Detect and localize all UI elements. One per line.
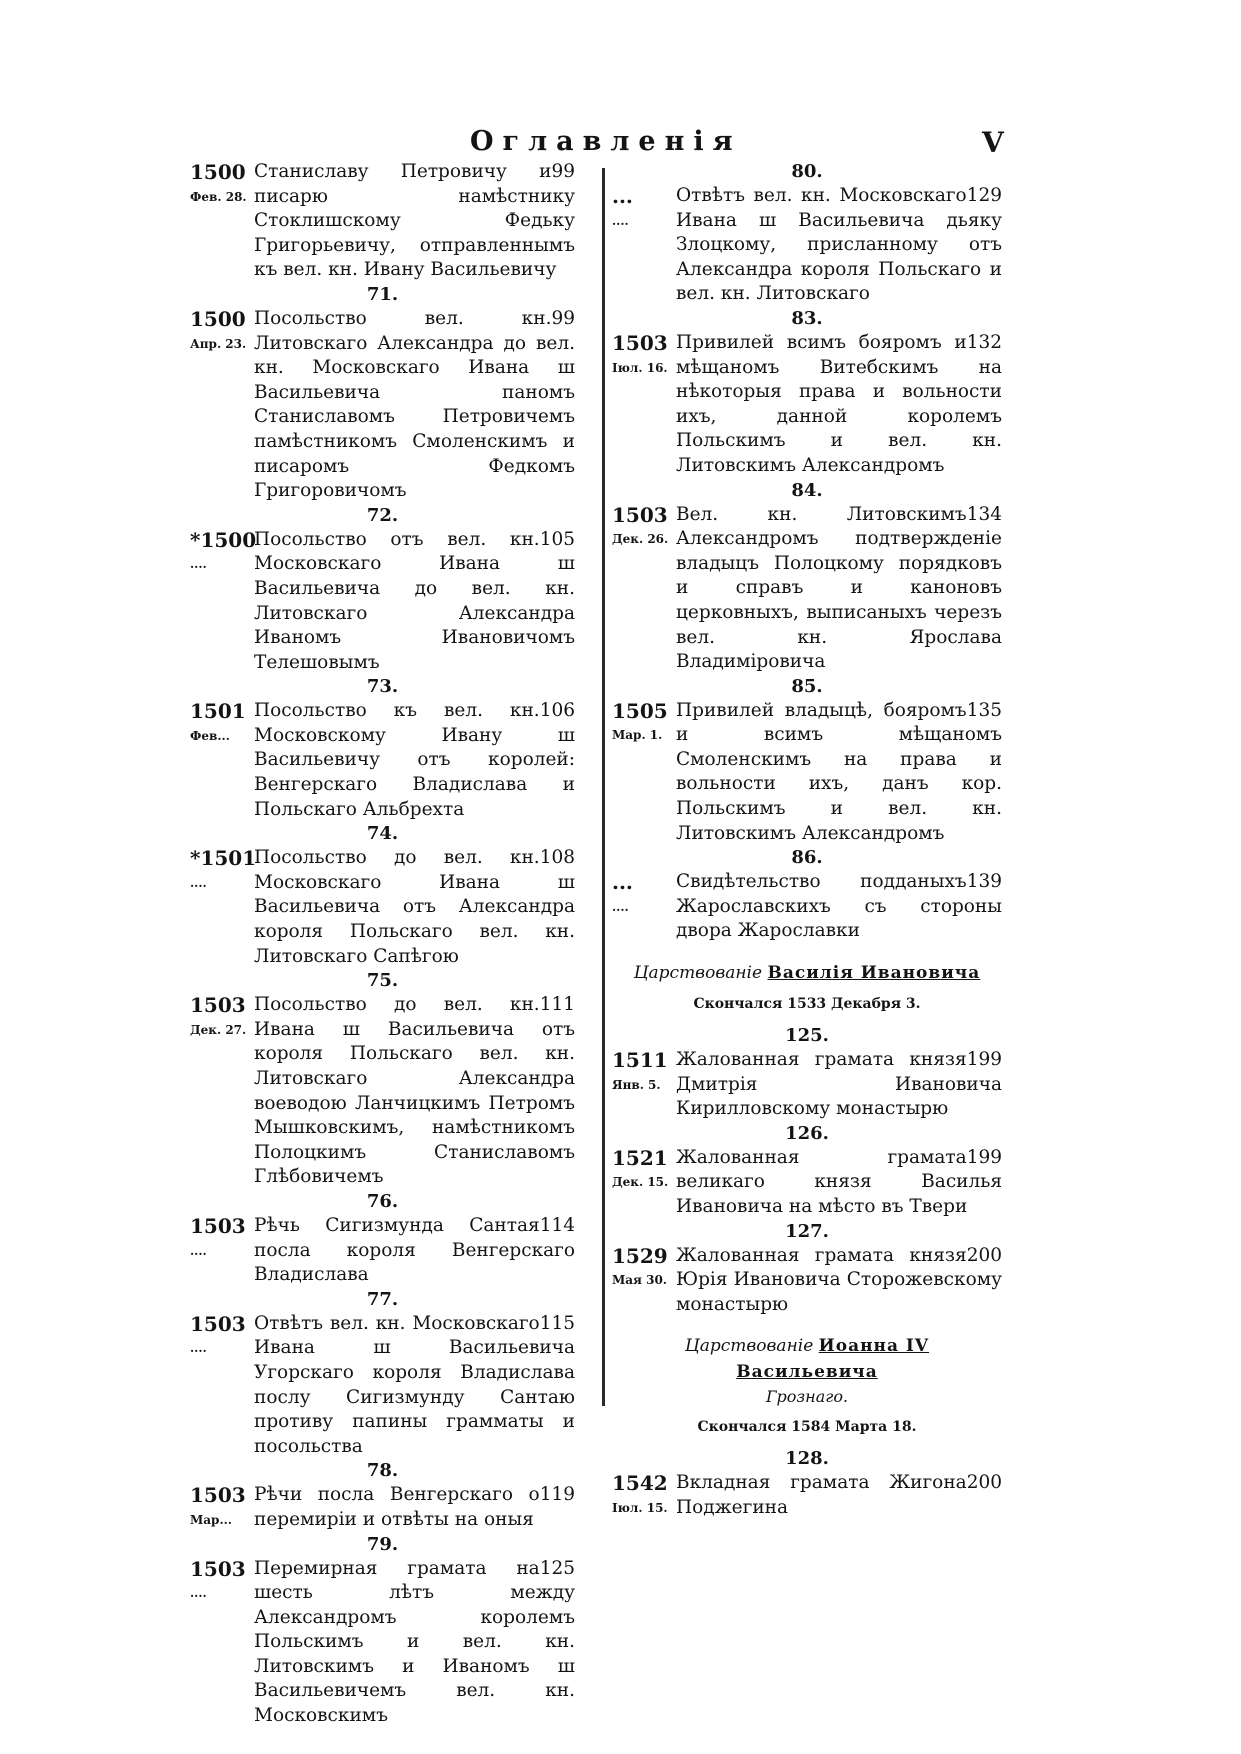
entry-day: Iюл. 15. (612, 1500, 668, 1515)
entry-day: Мар... (190, 1512, 232, 1527)
entry-date (190, 1557, 254, 1729)
entry-date (190, 160, 254, 283)
entry-description (254, 699, 575, 822)
reign-ruler-name: Иоанна IV Васильевича (736, 1336, 930, 1383)
entry-day: Дек. 26. (612, 532, 669, 547)
toc-entry (190, 1557, 575, 1729)
entry-title: Посольство отъ вел. кн. Московскаго Ивана ш Васильевича до вел. кн. Литовскаго Александра Иваномъ Ивановичомъ Телешовымъ (254, 528, 575, 673)
entry-page-number: 105 (539, 528, 575, 550)
entry-description (254, 1214, 575, 1288)
entry-year: *1501 (190, 846, 257, 871)
entry-day: .... (612, 213, 629, 228)
entry-day: Апр. 23. (190, 336, 247, 351)
entry-date (190, 699, 254, 822)
entry-year: ... (612, 184, 633, 208)
entry-day: Дек. 27. (190, 1022, 247, 1037)
entry-date (190, 307, 254, 504)
entry-date (612, 1471, 676, 1520)
entry-year: 1503 (190, 1311, 246, 1336)
entry-title: Жалованная грамата великаго князя Василья Ивановича на мѣсто въ Твери (676, 1146, 1002, 1217)
entry-title: Посольство до вел. кн. Ивана ш Васильевича отъ короля Польскаго вел. кн. Литовскаго Александра воеводою Ланчицкимъ Петромъ Мышковскимъ, намѣстникомъ Полоцкимъ Станиславомъ Глѣбовичемъ (254, 994, 575, 1188)
toc-entry (190, 1483, 575, 1532)
entry-page-number: 134 (966, 503, 1002, 525)
entry-date (612, 184, 676, 307)
entry-page-number: 139 (966, 871, 1002, 893)
entry-date (612, 870, 676, 944)
entry-description (254, 307, 575, 504)
entry-page-number: 115 (539, 1312, 575, 1334)
entry-description (676, 1471, 1002, 1520)
entry-number: 127. (785, 1220, 829, 1242)
entry-description (254, 846, 575, 969)
entry-number: 128. (785, 1448, 829, 1470)
entry-title: Посольство вел. кн. Литовскаго Александра до вел. кн. Московскаго Ивана ш Васильевича паномъ Станиславомъ Петровичемъ памѣстникомъ Смоленскимъ и писаромъ Федкомъ Григоровичомъ (254, 307, 575, 502)
reign-heading-vasily (612, 960, 1002, 1016)
entry-page-number: 200 (966, 1472, 1002, 1494)
entry-title: Рѣчи посла Венгерскаго о перемирiи и отвѣты на оныя (254, 1484, 540, 1530)
entry-date (190, 993, 254, 1190)
entry-number: 80. (791, 161, 823, 182)
reign-heading-ioann (612, 1333, 1002, 1439)
entry-number: 71. (366, 283, 399, 305)
toc-entry (612, 1244, 1002, 1318)
entry-day: Мая 30. (612, 1273, 667, 1288)
toc-entry (612, 503, 1002, 675)
toc-entry (612, 699, 1002, 847)
entry-day: .... (190, 1243, 207, 1258)
entry-number: 74. (366, 823, 399, 845)
entry-page-number: 108 (539, 847, 575, 869)
entry-title: Перемирная грамата на шесть лѣтъ между Александромъ королемъ Польскимъ и вел. кн. Литовскимъ и Иваномъ ш Васильевичемъ вел. кн. Московскимъ (254, 1557, 575, 1727)
entry-number: 84. (791, 479, 823, 501)
entry-page-number: 132 (966, 331, 1002, 353)
entry-day: Фев. 28. (190, 189, 247, 204)
entry-year: 1503 (190, 1213, 246, 1238)
entry-year: 1503 (612, 330, 668, 355)
entry-date (190, 527, 257, 676)
entry-year: 1529 (612, 1243, 668, 1268)
entry-page-number: 129 (966, 185, 1002, 206)
entry-number: 76. (366, 1190, 399, 1212)
entry-number: 126. (785, 1122, 829, 1144)
entry-page-number: 200 (966, 1244, 1002, 1266)
toc-entry (190, 528, 575, 676)
toc-entry (190, 160, 575, 283)
toc-right-column (612, 160, 1002, 1521)
entry-year: 1503 (612, 502, 668, 527)
toc-entry (190, 846, 575, 969)
entry-year: 1503 (190, 1556, 246, 1581)
entry-number: 85. (791, 675, 823, 697)
entry-number: 72. (366, 504, 399, 526)
entry-day: Мар. 1. (612, 728, 663, 743)
page-number: V (982, 126, 1004, 159)
entry-page-number: 199 (966, 1049, 1002, 1071)
entry-date (612, 1244, 676, 1318)
entry-year: *1500 (190, 527, 257, 552)
entry-description (676, 870, 1002, 944)
entry-date (190, 1483, 254, 1532)
entry-day: .... (190, 1586, 207, 1601)
entry-day: .... (190, 875, 207, 890)
column-divider (602, 168, 605, 1406)
entry-page-number: 125 (539, 1557, 575, 1579)
reign-prefix: Царствованiе (633, 963, 763, 984)
entry-page-number: 99 (551, 307, 575, 329)
entry-description (676, 503, 1002, 675)
entry-year: 1521 (612, 1145, 668, 1170)
toc-left-column (190, 160, 575, 1729)
toc-entry (190, 307, 575, 504)
entry-year: 1503 (190, 993, 246, 1018)
entry-year: ... (612, 870, 633, 895)
entry-description (254, 1312, 575, 1460)
toc-entry (190, 699, 575, 822)
entry-day: Фев... (190, 728, 230, 743)
entry-number: 77. (366, 1288, 399, 1310)
entry-title: Свидѣтельство подданыхъ Жарославскихъ съ стороны двора Жарославки (676, 871, 1002, 942)
toc-entry (612, 1048, 1002, 1122)
entry-title: Отвѣтъ вел. кн. Московскаго Ивана ш Васильевича дьяку Злоцкому, присланному отъ Александра короля Польскаго и вел. кн. Литовскаго (676, 185, 1002, 305)
entry-description (676, 184, 1002, 307)
entry-year: 1500 (190, 306, 246, 331)
entry-day: .... (612, 899, 629, 914)
entry-title: Привилей всимъ бояромъ и мѣщаномъ Витебскимъ на нѣкоторыя права и вольности ихъ, данной королемъ Польскимъ и вел. кн. Литовскимъ Александромъ (676, 331, 1002, 476)
entry-description (254, 1483, 575, 1532)
entry-date (612, 331, 676, 479)
entry-description (676, 331, 1002, 479)
entry-number: 83. (791, 307, 823, 329)
entry-number: 78. (366, 1460, 399, 1482)
entry-year: 1500 (190, 160, 246, 184)
entry-number: 86. (791, 847, 823, 869)
entry-date (190, 846, 257, 969)
running-title: Оглавленiя (470, 126, 742, 157)
entry-page-number: 135 (966, 699, 1002, 721)
entry-title: Отвѣтъ вел. кн. Московскаго Ивана ш Васильевича Угорскаго короля Владислава послу Сигизмунду Сантаю противу папины грамматы и посольства (254, 1312, 575, 1457)
toc-group-after (612, 1447, 1002, 1520)
entry-number: 79. (366, 1533, 399, 1555)
reign-epithet: Грознаго. (765, 1387, 849, 1407)
entry-description (254, 993, 575, 1190)
entry-page-number: 106 (539, 700, 575, 722)
entry-year: 1501 (190, 699, 246, 724)
entry-date (190, 1312, 254, 1460)
toc-entry (612, 1146, 1002, 1220)
entry-page-number: 119 (539, 1484, 575, 1506)
entry-title: Вкладная грамата Жигона Поджегина (676, 1472, 967, 1518)
toc-entry (190, 1214, 575, 1288)
entry-title: Жалованная грамата князя Дмитрiя Ивановича Кирилловскому монастырю (676, 1049, 1002, 1120)
entry-description (676, 699, 1002, 847)
entry-description (676, 1048, 1002, 1122)
entry-title: Посольство къ вел. кн. Московскому Ивану ш Васильевичу отъ королей: Венгерскаго Владислава и Польскаго Альбрехта (254, 700, 575, 820)
entry-date (190, 1214, 254, 1288)
entry-number: 125. (785, 1025, 829, 1047)
entry-title: Вел. кн. Литовскимъ Александромъ подтвержденiе владыцъ Полоцкому порядковъ и справъ и каноновъ церковныхъ, выписаныхъ черезъ вел. кн. Ярослава Владимiровича (676, 503, 1002, 673)
toc-entry (612, 184, 1002, 307)
entry-page-number: 99 (551, 161, 575, 182)
entry-page-number: 111 (539, 994, 575, 1016)
toc-group-middle (612, 1024, 1002, 1317)
entry-date (612, 1146, 676, 1220)
entry-day: Дек. 15. (612, 1175, 669, 1190)
toc-entry (190, 1312, 575, 1460)
reign-ruler-name: Василiя Ивановича (767, 963, 981, 984)
entry-year: 1511 (612, 1048, 668, 1073)
entry-number: 75. (366, 970, 399, 992)
toc-entry (612, 331, 1002, 479)
entry-title: Рѣчь Сигизмунда Сантая посла короля Венгерскаго Владислава (254, 1214, 575, 1286)
entry-page-number: 199 (966, 1146, 1002, 1168)
entry-day: .... (190, 557, 207, 572)
entry-description (676, 1146, 1002, 1220)
entry-description (254, 160, 575, 283)
entry-description (676, 1244, 1002, 1318)
toc-entry (612, 870, 1002, 944)
toc-entry (612, 1471, 1002, 1520)
toc-entry (190, 993, 575, 1190)
reign-prefix: Царствованiе (684, 1336, 814, 1357)
entry-year: 1542 (612, 1471, 668, 1496)
entry-description (254, 1557, 575, 1729)
entry-year: 1503 (190, 1483, 246, 1508)
entry-year: 1505 (612, 698, 668, 723)
entry-title: Привилей владыцѣ, бояромъ и всимъ мѣщаномъ Смоленскимъ на права и вольности ихъ, данъ кор. Польскимъ и вел. кн. Литовскимъ Александромъ (676, 699, 1002, 844)
entry-title: Жалованная грамата князя Юрiя Ивановича Сторожевскому монастырю (676, 1244, 1002, 1315)
entry-date (612, 1048, 676, 1122)
reign-death-date: Скончался 1584 Марта 18. (697, 1419, 917, 1436)
toc-group-before (612, 160, 1002, 944)
reign-death-date: Скончался 1533 Декабря 3. (693, 996, 921, 1013)
entry-title: Станиславу Петровичу и писарю намѣстнику Стоклишскому Федьку Григорьевичу, отправленнымъ къ вел. кн. Ивану Васильевичу (254, 161, 575, 281)
entry-date (612, 503, 676, 675)
entry-day: Iюл. 16. (612, 360, 668, 375)
entry-number: 73. (366, 676, 399, 698)
entry-date (612, 699, 676, 847)
entry-description (254, 528, 575, 676)
entry-day: .... (190, 1341, 207, 1356)
entry-page-number: 114 (539, 1214, 575, 1236)
entry-title: Посольство до вел. кн. Московскаго Ивана ш Васильевича отъ Александра короля Польскаго вел. кн. Литовскаго Сапѣгою (254, 847, 575, 967)
entry-day: Янв. 5. (612, 1077, 661, 1092)
